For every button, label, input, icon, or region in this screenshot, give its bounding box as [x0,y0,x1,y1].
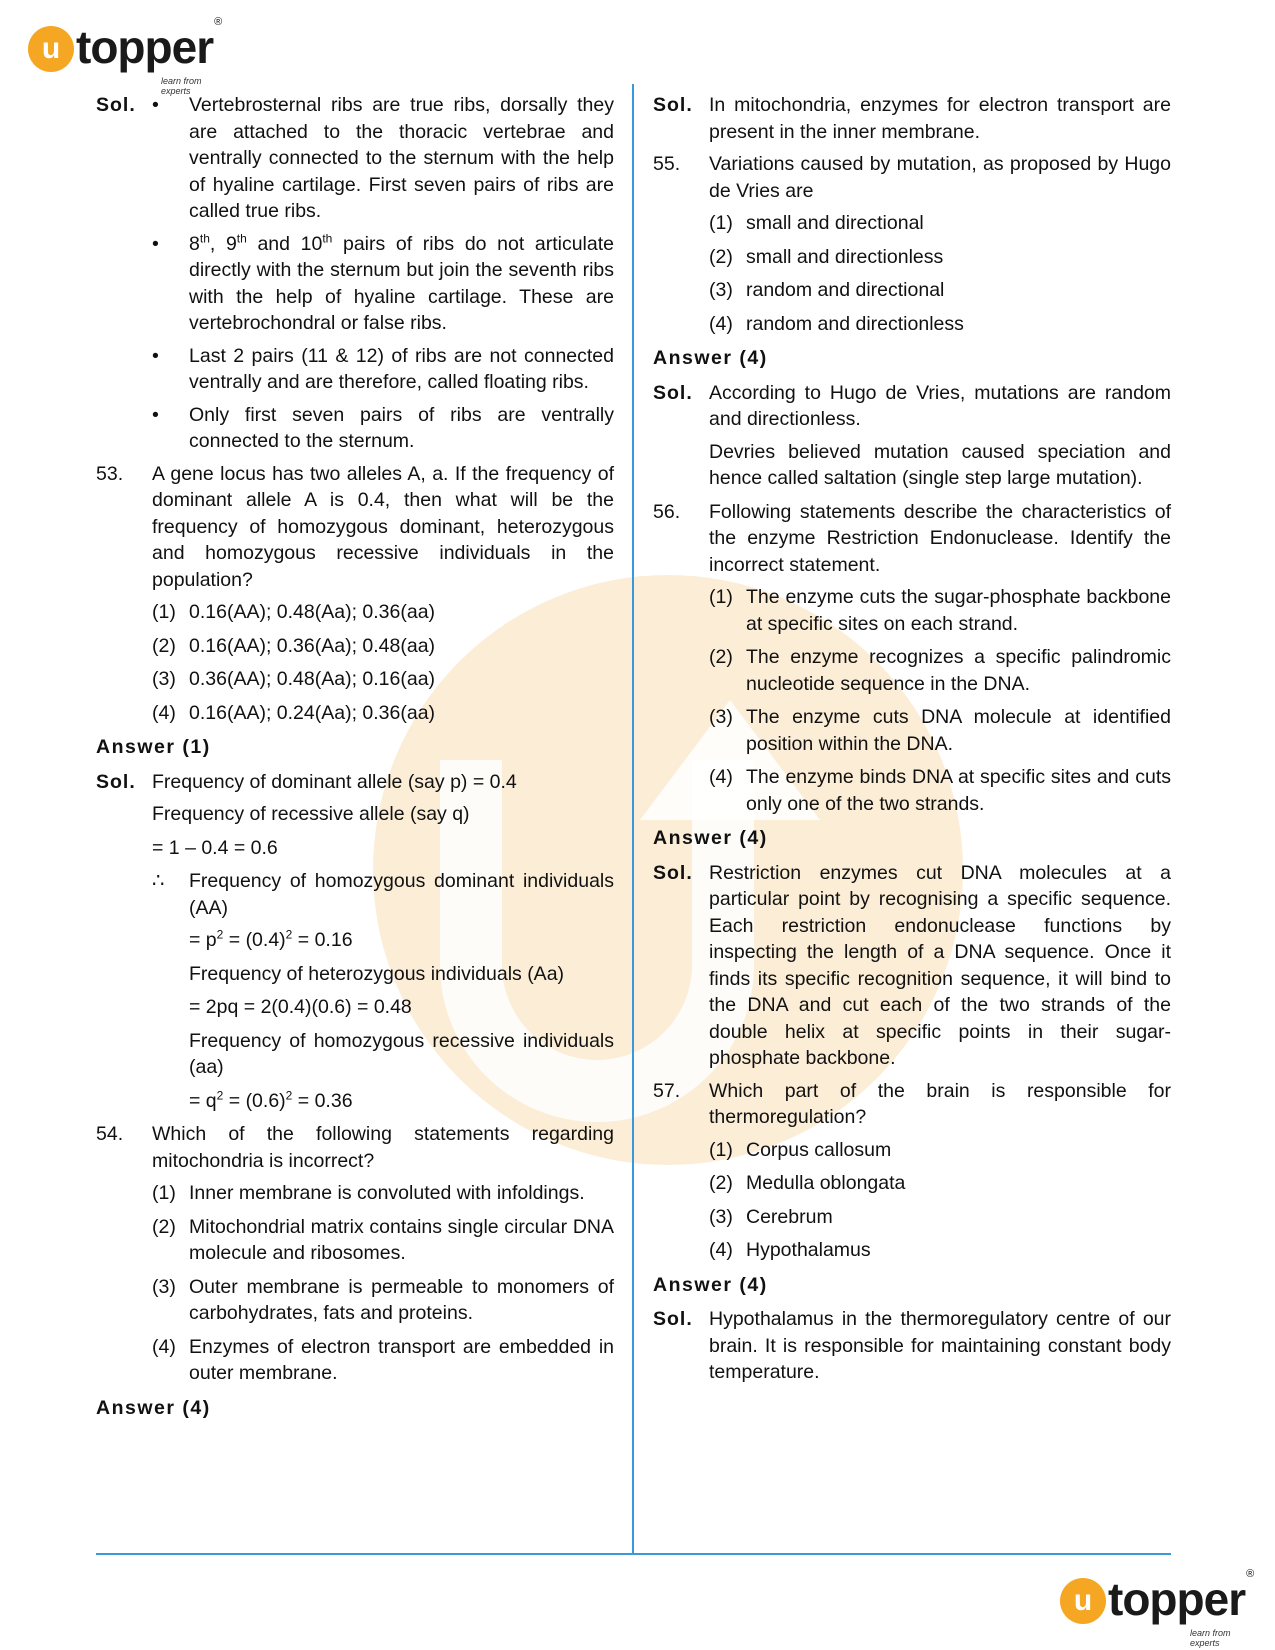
question-text: A gene locus has two alleles A, a. If the frequency of dominant allele A is 0.4, then what will be the frequency of homozygous dominant, heterozygous and homozygous recessive individuals in the population? [152,462,614,591]
solution-text: According to Hugo de Vries, mutations are random and directionless. [709,381,1171,430]
bullet-item [152,402,614,455]
solution-line: = $p^2 = (0.4)^2 = 0.16$ [189,927,353,951]
solution-55 [653,380,1171,433]
option-item: (2) small and directionless [709,245,944,268]
bullet-item [152,343,614,396]
brand-tagline: learn from experts [161,76,202,96]
solution-text: Restriction enzymes cut DNA molecules at a particular point by recognising a specific sequence. Each restriction endonuclease functions by inspecting the length of a DNA sequence. Once it finds its specific recognition sequence, it will bind to the DNA and cut each of the two strands of the double helix at specific points in their sugar-phosphate backbone. [709,861,1171,1069]
option-item: (4) Enzymes of electron transport are embedded in outer membrane. [152,1335,614,1384]
option-item: (1) 0.16(AA); 0.48(Aa); 0.36(aa) [152,601,436,623]
solution-line: Frequency of recessive allele (say q) [152,803,470,825]
option-item: (2) The enzyme recognizes a specific palindromic nucleotide sequence in the DNA. [709,646,1171,695]
option-item: (2) Mitochondrial matrix contains single circular DNA molecule and ribosomes. [152,1215,614,1264]
question-text: Which of the following statements regarding mitochondria is incorrect? [152,1123,614,1172]
brand-tagline: learn from experts [1190,1628,1231,1648]
option-item: (1) small and directional [709,212,924,234]
bullet-text: 8th, 9th and 10th pairs of ribs do not articulate directly with the sternum but join the seventh ribs with the help of hyaline cartilage. These are vertebrochondral or false ribs. [189,231,615,334]
bullet-text: Last 2 pairs (11 & 12) of ribs are not connected ventrally and are therefore, called floating ribs. [189,344,614,393]
sol-label: Sol. [653,381,693,404]
solution-line: Frequency of homozygous recessive individuals (aa) [189,1029,614,1078]
sol-ribs [96,92,614,225]
question-number: 53. [96,462,124,485]
bullet-symbol: • [152,232,159,255]
brand-name: topper [1108,1573,1246,1625]
brand-reg: ® [214,16,223,28]
option-item: (4) The enzyme binds DNA at specific sites and cuts only one of the two strands. [709,766,1171,815]
solution-line: = $q^2 = (0.6)^2 = 0.36$ [189,1088,353,1112]
solution-therefore [152,868,614,921]
question-54 [96,1121,614,1174]
brand-u-icon: u [28,26,74,72]
bullet-text: Only first seven pairs of ribs are ventrally connected to the sternum. [189,403,614,452]
question-number: 55. [653,153,681,175]
bullet-symbol: • [152,403,159,426]
option-item: (3) random and directional [709,279,945,301]
solution-56 [653,860,1171,1072]
sol-label: Sol. [653,1308,693,1330]
bullet-item [152,231,614,337]
solution-text: Devries believed mutation caused speciation and hence called saltation (single step large mutation). [709,440,1171,489]
question-text: Which part of the brain is responsible for thermoregulation? [709,1079,1171,1128]
question-56 [653,499,1171,579]
solution-line: Frequency of heterozygous individuals (Aa) [189,962,565,985]
question-number: 56. [653,500,681,523]
solution-text: In mitochondria, enzymes for electron transport are present in the inner membrane. [709,94,1171,143]
brand-u-icon: u [1060,1578,1106,1624]
answer-label: Answer (1) [96,736,211,758]
sol-label: Sol. [96,770,136,793]
option-item: (2) 0.16(AA); 0.36(Aa); 0.48(aa) [152,634,436,657]
brand-reg: ® [1246,1568,1255,1580]
answer-label: Answer (4) [653,347,768,369]
brand-name: topper [76,21,214,73]
solution-text: Hypothalamus in the thermoregulatory centre of our brain. It is responsible for maintaining constant body temperature. [709,1308,1171,1383]
option-item: (4) random and directionless [709,312,964,335]
option-item: (3) Outer membrane is permeable to monomers of carbohydrates, fats and proteins. [152,1275,614,1324]
sol-label: Sol. [96,94,136,116]
solution-line: = 1 – 0.4 = 0.6 [152,836,278,859]
answer-label: Answer (4) [653,827,768,849]
option-item: (3) Cerebrum [709,1205,833,1228]
solution-line: = 2pq = 2(0.4)(0.6) = 0.48 [189,996,412,1018]
bullet-text: Vertebrosternal ribs are true ribs, dorsally they are attached to the thoracic vertebrae and ventrally connected to the sternum with the help of hyaline cartilage. First seven pairs of ribs are called true ribs. [189,94,614,222]
option-item: (3) 0.36(AA); 0.48(Aa); 0.16(aa) [152,668,436,690]
question-number: 57. [653,1079,681,1102]
sol-label: Sol. [653,861,693,884]
brand-logo-bottom [1060,1568,1255,1648]
therefore-symbol: ∴ [152,870,165,892]
answer-label: Answer (4) [96,1396,211,1419]
question-53 [96,461,614,594]
right-column [653,92,1171,1392]
solution-57 [653,1306,1171,1386]
bullet-symbol: • [152,94,159,116]
option-item: (1) Corpus callosum [709,1138,892,1161]
solution-53 [96,769,614,796]
solution-54 [653,92,1171,145]
question-number: 54. [96,1123,124,1145]
sol-label: Sol. [653,94,693,116]
option-item: (4) Hypothalamus [709,1239,871,1261]
answer-label: Answer (4) [653,1273,768,1296]
option-item: (1) Inner membrane is convoluted with infoldings. [152,1182,585,1204]
question-text: Variations caused by mutation, as proposed by Hugo de Vries are [709,153,1171,202]
question-57 [653,1078,1171,1131]
question-text: Following statements describe the characteristics of the enzyme Restriction Endonuclease. Identify the incorrect statement. [709,500,1171,576]
solution-line: Frequency of dominant allele (say p) = 0.4 [152,770,517,793]
option-item: (2) Medulla oblongata [709,1172,906,1194]
option-item: (1) The enzyme cuts the sugar-phosphate backbone at specific sites on each strand. [709,586,1171,635]
option-item: (4) 0.16(AA); 0.24(Aa); 0.36(aa) [152,701,436,724]
left-column [96,92,614,1429]
brand-logo-top [28,16,223,96]
question-55 [653,151,1171,204]
bottom-rule [96,1553,1171,1555]
bullet-symbol: • [152,344,159,367]
column-divider [632,84,634,1554]
option-item: (3) The enzyme cuts DNA molecule at identified position within the DNA. [709,706,1171,755]
solution-line: Frequency of homozygous dominant individuals (AA) [189,870,614,919]
